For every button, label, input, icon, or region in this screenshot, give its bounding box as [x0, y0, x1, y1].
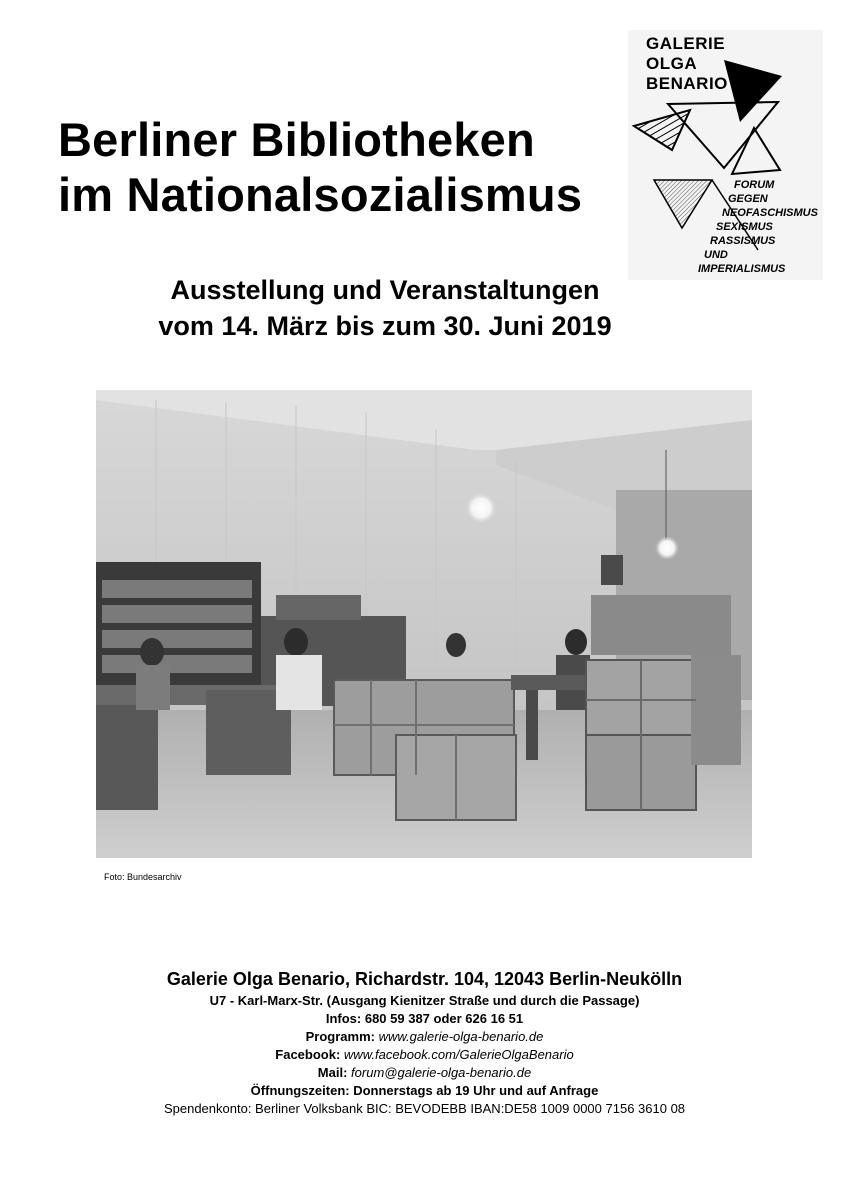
mail-label: Mail: — [317, 1065, 348, 1080]
title-line-2: im Nationalsozialismus — [58, 168, 583, 221]
logo-forum-line: IMPERIALISMUS — [698, 263, 786, 275]
photo-credit: Foto: Bundesarchiv — [104, 872, 182, 882]
subtitle-line-1: Ausstellung und Veranstaltungen — [170, 275, 600, 305]
mail-line — [0, 1064, 849, 1082]
facebook-line — [0, 1046, 849, 1064]
programm-label: Programm: — [305, 1029, 375, 1044]
phone-infos: Infos: 680 59 387 oder 626 16 51 — [325, 1011, 524, 1026]
logo-name — [646, 34, 728, 94]
logo-forum-line: RASSISMUS — [710, 235, 776, 247]
archive-photo — [96, 390, 752, 858]
mail-link[interactable]: forum@galerie-olga-benario.de — [351, 1065, 532, 1080]
bank-account: Spendenkonto: Berliner Volksbank BIC: BEVODEBB IBAN:DE58 1009 0000 7156 3610 08 — [163, 1101, 686, 1116]
galerie-logo — [628, 30, 823, 280]
logo-forum-line: NEOFASCHISMUS — [722, 207, 818, 219]
facebook-label: Facebook: — [275, 1047, 341, 1062]
gallery-address: Galerie Olga Benario, Richardstr. 104, 12043 Berlin-Neukölln — [166, 969, 683, 989]
poster-subtitle — [90, 272, 680, 344]
logo-name-line: GALERIE — [646, 34, 726, 53]
facebook-link[interactable]: www.facebook.com/GalerieOlgaBenario — [343, 1047, 574, 1062]
logo-forum-line: UND — [704, 249, 728, 261]
logo-forum-line: FORUM — [734, 179, 775, 191]
transit-directions: U7 - Karl-Marx-Str. (Ausgang Kienitzer Straße und durch die Passage) — [209, 993, 640, 1008]
title-line-1: Berliner Bibliotheken — [58, 113, 535, 166]
programm-link[interactable]: www.galerie-olga-benario.de — [378, 1029, 544, 1044]
subtitle-line-2: vom 14. März bis zum 30. Juni 2019 — [158, 311, 612, 341]
poster-title — [58, 112, 582, 222]
footer-info — [0, 966, 849, 1118]
logo-name-line: OLGA — [646, 54, 698, 73]
logo-forum-line: GEGEN — [728, 193, 768, 205]
programm-line — [0, 1028, 849, 1046]
logo-forum-line: SEXISMUS — [716, 221, 773, 233]
opening-hours: Öffnungszeiten: Donnerstags ab 19 Uhr und auf Anfrage — [250, 1083, 599, 1098]
logo-name-line: BENARIO — [646, 74, 728, 93]
library-room-photo — [96, 390, 752, 858]
